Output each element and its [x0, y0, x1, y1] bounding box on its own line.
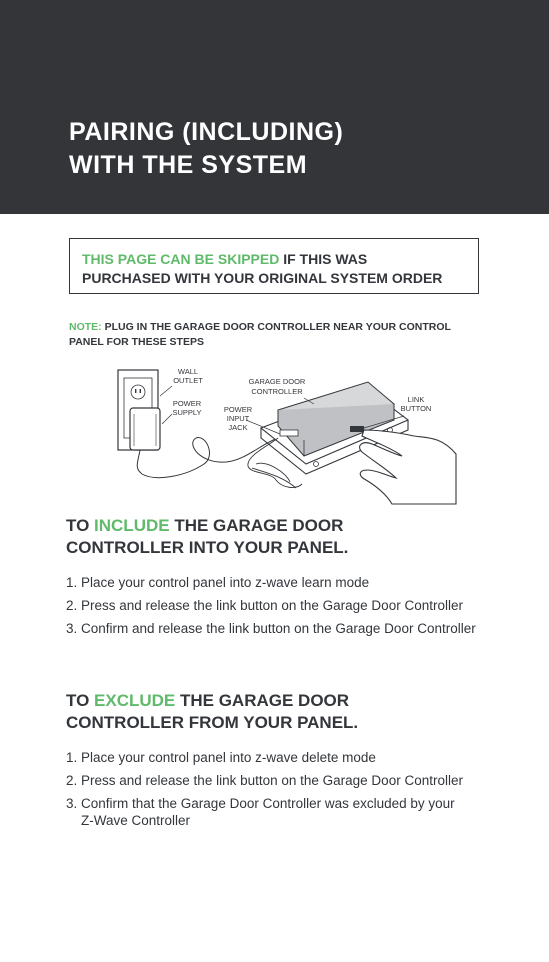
step-number: 3.: [66, 621, 78, 636]
step-text: Press and release the link button on the Garage Door Controller: [81, 598, 463, 613]
label-jack-3: JACK: [228, 423, 248, 432]
note-label: NOTE:: [69, 321, 102, 333]
label-power-supply-1: POWER: [172, 399, 202, 408]
skip-notice-box: [69, 238, 479, 294]
skip-notice-text: IF THIS WAS: [279, 251, 368, 267]
label-power-supply-2: SUPPLY: [172, 408, 202, 417]
skip-notice-highlight: THIS PAGE CAN BE SKIPPED: [82, 251, 280, 267]
step-number: 2.: [66, 598, 78, 613]
exclude-title-prefix: TO: [66, 691, 95, 710]
list-item: [66, 574, 506, 591]
power-supply-illustration: [130, 408, 278, 478]
label-controller-2: CONTROLLER: [251, 387, 303, 396]
label-link-button-2: BUTTON: [400, 404, 432, 413]
label-wall-outlet-1: WALL: [177, 367, 199, 376]
page-title: [69, 116, 343, 182]
label-jack-1: POWER: [223, 405, 253, 414]
step-number: 1.: [66, 750, 78, 765]
note-text: [69, 320, 469, 350]
step-text: Place your control panel into z-wave delete mode: [81, 750, 376, 765]
include-title-prefix: TO: [66, 516, 95, 535]
hand-illustration: [360, 430, 456, 504]
step-text: Confirm that the Garage Door Controller was excluded by your Z-Wave Controller: [81, 796, 455, 828]
step-text: Confirm and release the link button on the Garage Door Controller: [81, 621, 476, 636]
include-title-suffix: THE GARAGE DOOR: [169, 516, 344, 535]
step-number: 3.: [66, 796, 78, 811]
label-link-button-1: LINK: [407, 395, 425, 404]
list-item: [66, 772, 506, 789]
header-banner: [0, 0, 549, 214]
exclude-title-keyword: EXCLUDE: [94, 691, 176, 710]
include-steps-list: [66, 574, 506, 643]
label-jack-2: INPUT: [226, 414, 250, 423]
include-title-line-2: CONTROLLER INTO YOUR PANEL.: [66, 538, 349, 557]
page-title-line-1: PAIRING (INCLUDING): [69, 118, 344, 146]
skip-notice-line-2: PURCHASED WITH YOUR ORIGINAL SYSTEM ORDER: [82, 270, 443, 286]
label-controller-1: GARAGE DOOR: [248, 377, 306, 386]
step-text: Press and release the link button on the Garage Door Controller: [81, 773, 463, 788]
list-item: [66, 749, 466, 766]
exclude-steps-list: [66, 749, 466, 835]
exclude-title-line-2: CONTROLLER FROM YOUR PANEL.: [66, 713, 359, 732]
list-item: [66, 597, 506, 614]
step-text: Place your control panel into z-wave learn mode: [81, 575, 370, 590]
exclude-title-suffix: THE GARAGE DOOR: [175, 691, 350, 710]
include-section-title: [66, 515, 348, 559]
step-number: 2.: [66, 773, 78, 788]
step-number: 1.: [66, 575, 78, 590]
label-wall-outlet-2: OUTLET: [173, 376, 203, 385]
note-body: PLUG IN THE GARAGE DOOR CONTROLLER NEAR YOUR CONTROL PANEL FOR THESE STEPS: [69, 321, 451, 348]
include-title-keyword: INCLUDE: [94, 516, 170, 535]
list-item: [66, 795, 466, 829]
setup-diagram: [96, 364, 476, 512]
list-item: [66, 620, 506, 637]
page-title-line-2: WITH THE SYSTEM: [69, 151, 308, 179]
exclude-section-title: [66, 690, 358, 734]
